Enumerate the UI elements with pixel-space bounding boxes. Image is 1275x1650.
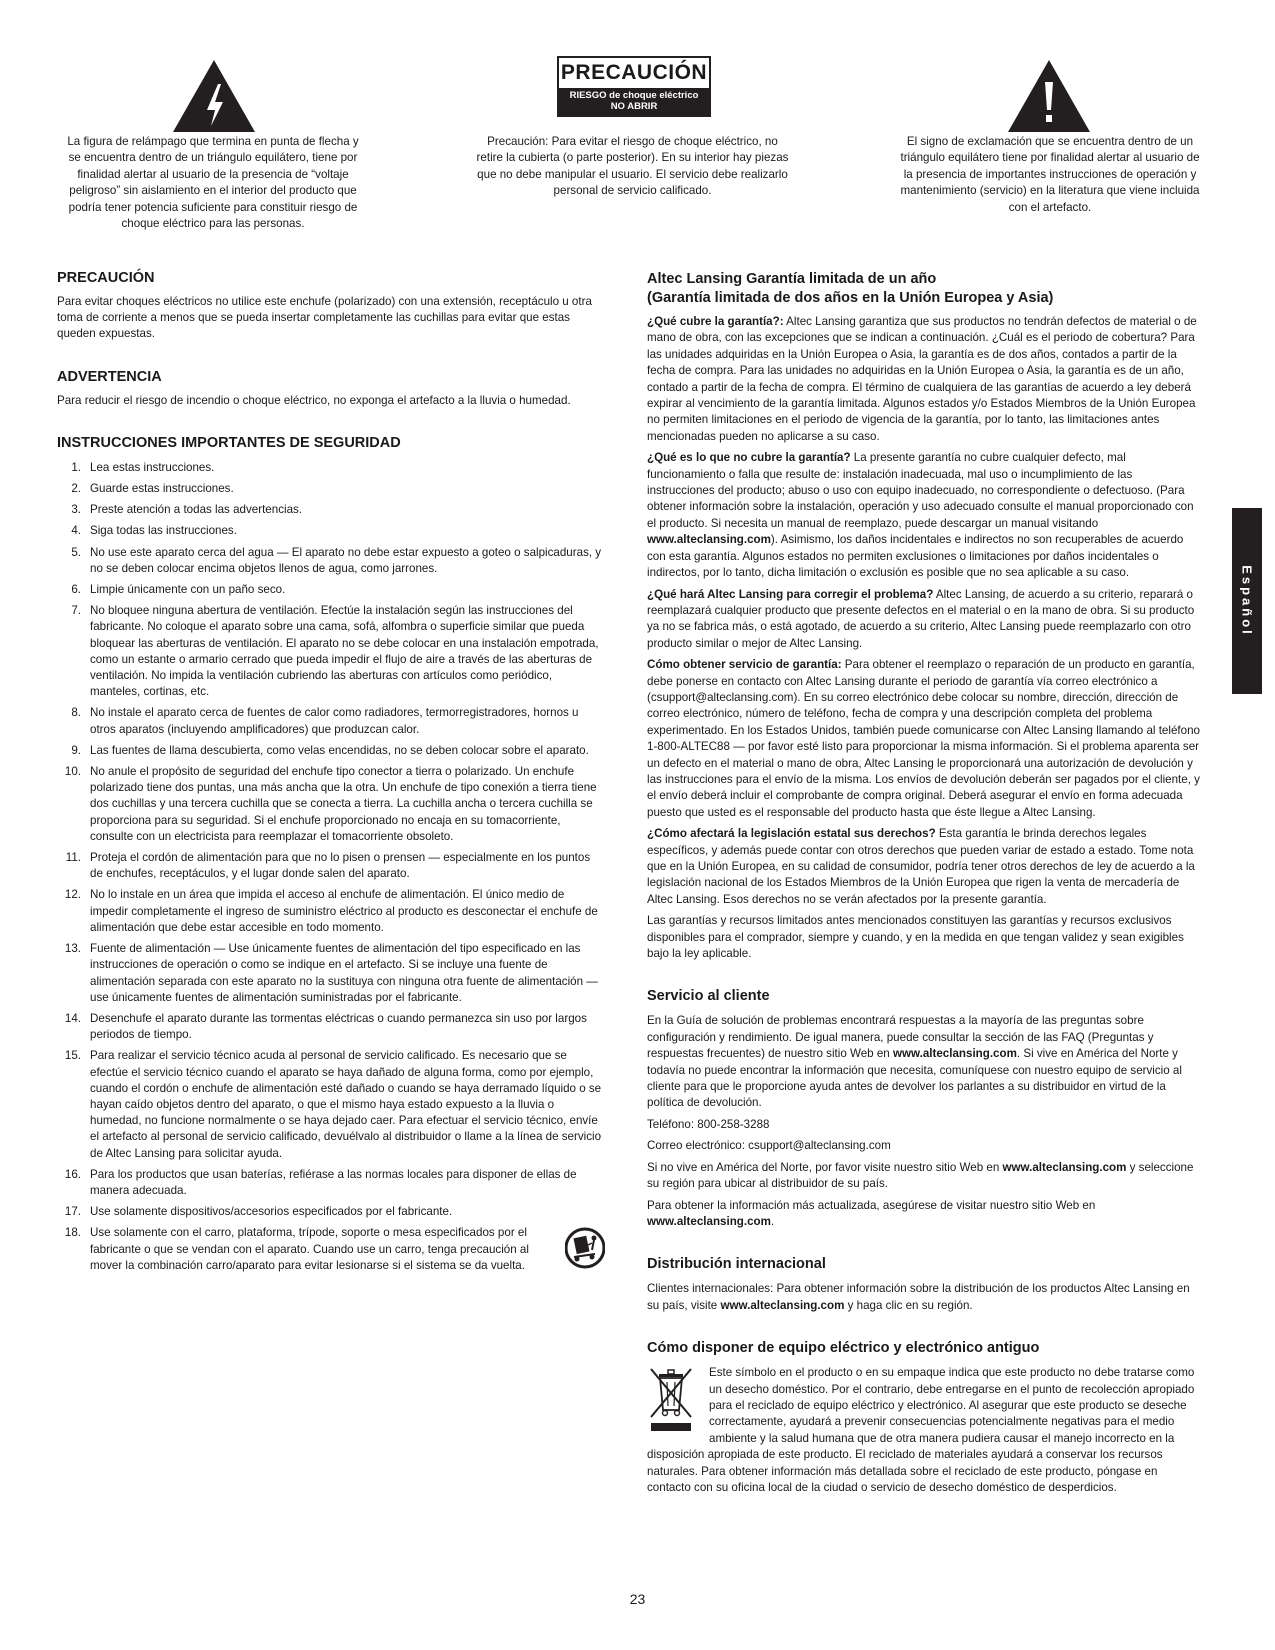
caution-label-line2: NO ABRIR <box>610 101 658 112</box>
warranty-heading-line1: Altec Lansing Garantía limitada de un año <box>647 271 937 287</box>
caution-label <box>557 56 711 117</box>
customer-service-outside-na: Si no vive en América del Norte, por favor visite nuestro sitio Web en www.alteclansing.com y seleccione su región para ubicar al distribuidor de su país. <box>647 1160 1194 1191</box>
list-item: 11. Proteja el cordón de alimentación para que no lo pisen o prensen — especialmente en los puntos de enchufes, receptáculos, y el lugar donde salen del aparato. <box>65 851 591 881</box>
list-item: 15. Para realizar el servicio técnico acuda al personal de servicio calificado. Es necesario que se efectúe el servicio técnico cuando el aparato se haya dañado de alguna forma, como por ejemplo, cuando el cordón o enchufe de alimentación esté dañado o cuando se haya derramado líquido o se hayan caído objetos dentro del aparato, o que el mismo haya estado expuesto a la lluvia o humedad, no funcione normalmente o se haya dejado caer. Para efectuar el servicio técnico, envíe el artefacto al personal de servicio calificado, devuélvalo al distribuidor o llame a la línea de servicio de Altec Lansing para solicitar ayuda. <box>64 1049 602 1160</box>
lightning-warning-caption: La figura de relámpago que termina en punta de flecha y se encuentra dentro de un triángulo equilátero, tiene por finalidad alertar al usuario de la presencia de “voltaje peligroso” sin aislamiento en el interior del producto que podría tener potencia suficiente para constituir riesgo de choque eléctrico para las personas. <box>67 135 359 231</box>
list-item: 13. Fuente de alimentación — Use únicamente fuentes de alimentación del tipo especificado en las instrucciones de operación o como se indique en el artefacto. Si se incluye una fuente de alimentación separada con este aparato no la sustituya con ninguna otra fuente de alimentación — use únicamente fuentes de alimentación suministradas por el fabricante. <box>64 942 598 1004</box>
list-item: 5. No use este aparato cerca del agua — El aparato no debe estar expuesto a goteo o salpicaduras, y no se deben colocar encima objetos llenos de agua, como jarrones. <box>71 545 602 575</box>
lightning-warning-icon <box>171 58 257 134</box>
list-item: 9. Las fuentes de llama descubierta, como velas encendidas, no se deben colocar sobre el aparato. <box>71 743 589 757</box>
caution-label-title: PRECAUCIÓN <box>560 61 708 84</box>
cart-tip-over-warning-icon <box>565 1225 605 1271</box>
list-item: 6. Limpie únicamente con un paño seco. <box>71 583 286 597</box>
list-item: 8. No instale el aparato cerca de fuentes de calor como radiadores, termorregistradores, hornos u otros aparatos (incluyendo amplificadores) que produzcan calor. <box>71 706 579 736</box>
safety-instructions-list <box>57 460 605 1274</box>
alteclansing-link[interactable]: www.alteclansing.com <box>647 533 771 547</box>
warranty-coverage-paragraph: ¿Qué cubre la garantía?: Altec Lansing garantiza que sus productos no tendrán defectos de material o de mano de obra, con las excepciones que se indican a continuación. ¿Cuál es el periodo de cobertura? Para las unidades adquiridas en la Unión Europea o Asia, la garantía es de dos años, contados a partir de la fecha de compra. Para las unidades no adquiridas en la Unión Europea o Asia, la garantía es de un año, contado a partir de la fecha de compra. El término de cualquiera de las garantías de acuerdo a ley deberá expirar al vencimiento de la garantía limitada. Algunos estados y/o Estados Miembros de la Unión Europea no permiten limitaciones en el periodo de vigencia de la garantía, por lo tanto, las limitaciones antes mencionadas pueden no aplicarse a su caso. <box>647 315 1197 443</box>
customer-service-email: Correo electrónico: csupport@alteclansing.com <box>647 1139 891 1153</box>
page-number: 23 <box>629 1591 646 1607</box>
list-item: 17. Use solamente dispositivos/accesorios especificados por el fabricante. <box>64 1205 453 1219</box>
advertencia-text: Para reducir el riesgo de incendio o choque eléctrico, no exponga el artefacto a la lluvia o humedad. <box>57 393 571 407</box>
warranty-legal-rights-paragraph: ¿Cómo afectará la legislación estatal sus derechos? Esta garantía le brinda derechos legales específicos, y además puede contar con otros derechos que pueden variar de estado a estado. Tome nota que en la Unión Europea, en su calidad de consumidor, podría tener otros derechos de ley de acuerdo a la legislación nacional de los Estados Miembros de la Unión Europea que rigen la venta de mercadería de Altec Lansing. Esos derechos no se verán afectados por la presente garantía. <box>647 827 1195 906</box>
list-item: 7. No bloquee ninguna abertura de ventilación. Efectúe la instalación según las instrucciones del fabricante. No coloque el aparato sobre una cama, sofá, alfombra o superficie similar que pueda bloquear las aberturas de ventilación. El aparato no se debe colocar en una instalación empotrada, como un estante o armario cerrado que pueda impedir el flujo de aire a través de las aberturas de ventilación. No impida la ventilación cubriendo las aberturas con artículos como periódico, manteles, cortinas, etc. <box>71 604 599 699</box>
list-item: 16. Para los productos que usan baterías, refiérase a las normas locales para disponer de ellas de manera adecuada. <box>64 1167 577 1197</box>
weee-disposal-heading: Cómo disponer de equipo eléctrico y electrónico antiguo <box>647 1340 1040 1357</box>
language-side-tab <box>1232 508 1262 694</box>
crossed-out-bin-icon <box>647 1365 697 1433</box>
precaucion-text: Para evitar choques eléctricos no utilice este enchufe (polarizado) con una extensión, receptáculo u otra toma de corriente a menos que se pueda insertar completamente las cuchillas para evitar que estas queden expuestas. <box>57 295 592 341</box>
customer-service-latest-info: Para obtener la información más actualizada, asegúrese de visitar nuestro sitio Web en www.alteclansing.com. <box>647 1198 1096 1228</box>
list-item: 10. No anule el propósito de seguridad del enchufe tipo conector a tierra o polarizado. Un enchufe polarizado tiene dos puntas, una más ancha que la otra. Un enchufe de tipo conexión a tierra tiene dos cuchillas y una tercera cuchilla que se conecta a tierra. La cuchilla ancha o tercera cuchilla se proporciona para su seguridad. Si el enchufe proporcionado no encaja en su tomacorriente, consulte con un electricista para reemplazar el tomacorriente obsoleto. <box>64 765 597 843</box>
right-column <box>647 270 1202 1501</box>
advertencia-heading: ADVERTENCIA <box>57 368 162 385</box>
warranty-remedy-paragraph: ¿Qué hará Altec Lansing para corregir el problema? Altec Lansing, de acuerdo a su criterio, reparará o reemplazará cualquier producto que presente defectos en el material o en la mano de obra. Si su producto ya no se fabrica más, o está agotado, de acuerdo a su criterio, Altec Lansing puede reemplazarlo con otro producto similar o mejor de Altec Lansing. <box>647 587 1195 650</box>
international-distribution-paragraph: Clientes internacionales: Para obtener información sobre la distribución de los productos Altec Lansing en su país, visite www.alteclansing.com y haga clic en su región. <box>647 1282 1190 1312</box>
customer-service-phone: Teléfono: 800-258-3288 <box>647 1117 770 1131</box>
international-distribution-heading: Distribución internacional <box>647 1256 826 1273</box>
list-item: 1. Lea estas instrucciones. <box>71 460 215 474</box>
weee-disposal-paragraph: Este símbolo en el producto o en su empaque indica que este producto no debe tratarse como un desecho doméstico. Por el contrario, debe entregarse en el punto de recolección apropiado para el reciclado de equipo eléctrico y electrónico. Al asegurar que este producto se deseche correctamente, ayudará a prevenir consecuencias potencialmente negativas para el medio ambiente y la salud humana que de otra manera pudiera causar el manejo incorrecto en la disposición apropiada de este producto. El reciclado de materiales ayudará a conservar los recursos naturales. Para obtener información más detallada sobre el reciclado de este producto, póngase en contacto con su oficina local de la ciudad o servicio de desecho doméstico de desperdicios. <box>647 1366 1195 1494</box>
warranty-service-paragraph: Cómo obtener servicio de garantía: Para obtener el reemplazo o reparación de un producto en garantía, debe ponerse en contacto con Altec Lansing durante el periodo de garantía vía correo electrónico a (csupport@alteclansing.com). En su correo electrónico debe colocar su nombre, dirección, dirección de correo electrónico, número de teléfono, fecha de compra y una descripción completa del problema experimentado. En los Estados Unidos, también puede comunicarse con Altec Lansing llamando al teléfono 1-800-ALTEC88 — por favor esté listo para proporcionar la misma información. Si el problema aparenta ser un defecto en el material o mano de obra, Altec Lansing le proporcionará una autorización de devolución y las instrucciones para el envío de la misma. Los envíos de devolución deberán ser pagados por el cliente, y el envío deberá incluir el comprobante de compra original. Deberá asegurar el envío en forma adecuada puesto que usted es el responsable del producto hasta que éste llegue a Altec Lansing. <box>647 658 1200 819</box>
customer-service-heading: Servicio al cliente <box>647 988 770 1005</box>
list-item: 14. Desenchufe el aparato durante las tormentas eléctricas o cuando permanezca sin uso por largos periodos de tiempo. <box>64 1011 587 1042</box>
list-item: 18. Use solamente con el carro, plataforma, trípode, soporte o mesa especificados por el fabricante o que se vendan con el aparato. Cuando use un carro, tenga precaución al mover la combinación carro/aparato para evitar lesionarse si el sistema se da vuelta. <box>57 1225 605 1274</box>
exclamation-warning-caption: El signo de exclamación que se encuentra dentro de un triángulo equilátero tiene por finalidad alertar al usuario de la presencia de importantes instrucciones de operación y mantenimiento (servicio) en la literatura que viene incluida con el artefacto. <box>900 135 1200 214</box>
alteclansing-link[interactable]: www.alteclansing.com <box>720 1298 845 1312</box>
precaucion-heading: PRECAUCIÓN <box>57 270 155 286</box>
alteclansing-link[interactable]: www.alteclansing.com <box>892 1047 1017 1061</box>
warranty-heading-line2: (Garantía limitada de dos años en la Unión Europea y Asia) <box>647 290 1054 306</box>
customer-service-paragraph: En la Guía de solución de problemas encontrará respuestas a la mayoría de las preguntas sobre configuración y rendimiento. De igual manera, puede consultar la sección de las FAQ (Preguntas y respuestas frecuentes) de nuestro sitio Web en www.alteclansing.com. Si vive en América del Norte y todavía no puede encontrar la información que necesita, comuníquese con nuestro equipo de servicio al cliente para que le proporcione ayuda antes de devolver los parlantes a su distribuidor en virtud de la política de devolución. <box>647 1014 1182 1110</box>
caution-label-line1: RIESGO de choque eléctrico <box>569 90 699 101</box>
alteclansing-link[interactable]: www.alteclansing.com <box>647 1214 771 1228</box>
caution-caption: Precaución: Para evitar el riesgo de choque eléctrico, no retire la cubierta (o parte posterior). En su interior hay piezas que no debe manipular el usuario. El servicio debe realizarlo personal de servicio calificado. <box>476 135 789 198</box>
list-item: 12. No lo instale en un área que impida el acceso al enchufe de alimentación. El único medio de impedir completamente el ingreso de suministro eléctrico al producto es desconectar el enchufe de alimentación que debe estar accesible en todo momento. <box>64 888 598 934</box>
left-column <box>57 270 605 1279</box>
warranty-exclusive-remedies-paragraph: Las garantías y recursos limitados antes mencionados constituyen las garantías y recursos exclusivos disponibles para el comprador, siempre y cuando, y en la medida en que tengan validez y sean exigibles bajo la ley aplicable. <box>647 914 1184 961</box>
language-side-tab-label: Español <box>1239 565 1255 637</box>
list-item: 3. Preste atención a todas las advertencias. <box>71 503 303 517</box>
list-item: 2. Guarde estas instrucciones. <box>71 482 234 496</box>
safety-instructions-heading: INSTRUCCIONES IMPORTANTES DE SEGURIDAD <box>57 434 401 451</box>
alteclansing-link[interactable]: www.alteclansing.com <box>1002 1160 1127 1174</box>
warranty-exclusions-paragraph: ¿Qué es lo que no cubre la garantía? La presente garantía no cubre cualquier defecto, mal funcionamiento o falla que resulte de: instalación inadecuada, mal uso o incumplimiento de las instrucciones del producto; abuso o uso con equipo inadecuado, no correspondiente o defectuoso. (Para obtener información sobre la instalación, operación y uso adecuado consulte el manual proporcionado con el producto. Si necesita un manual de reemplazo, puede descargar un manual visitando www.alteclansing.com). Asimismo, los daños incidentales e indirectos no son recuperables de acuerdo con esta garantía. Algunos estados no permiten exclusiones o limitaciones por daños incidentales o indirectos, por lo tanto, dicha limitación o exclusión es posible que no sea aplicable a su caso. <box>647 451 1194 580</box>
exclamation-warning-icon <box>1006 58 1092 134</box>
list-item: 4. Siga todas las instrucciones. <box>71 524 237 538</box>
